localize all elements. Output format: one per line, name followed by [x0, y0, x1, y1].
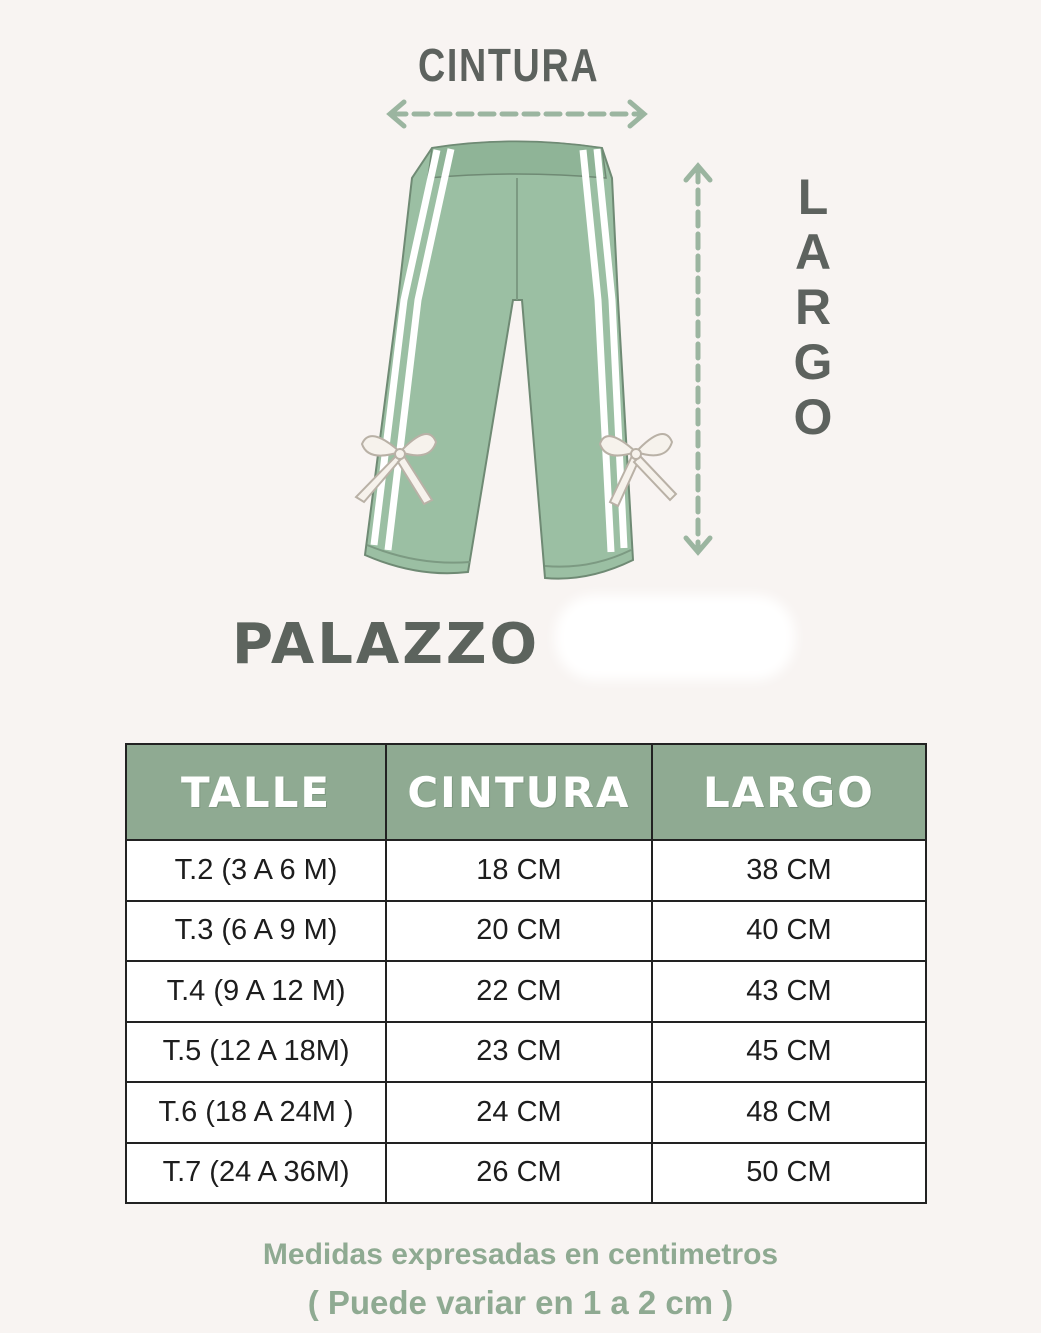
waist-cell: 20 CM [386, 901, 652, 962]
variance-note: ( Puede variar en 1 a 2 cm ) [307, 1284, 734, 1321]
header-cintura: CINTURA [386, 744, 652, 840]
size-cell: T.5 (12 A 18M) [126, 1022, 386, 1083]
length-label-letter: G [793, 334, 833, 390]
table-row [126, 1143, 926, 1204]
pants-diagram [0, 0, 1041, 620]
length-cell: 48 CM [652, 1082, 926, 1143]
length-label-letter: R [794, 279, 832, 335]
size-cell: T.6 (18 A 24M ) [126, 1082, 386, 1143]
table-row [126, 961, 926, 1022]
length-label-letter: L [797, 169, 829, 225]
length-label-letter: O [793, 389, 833, 445]
waist-cell: 23 CM [386, 1022, 652, 1083]
pants-illustration [356, 142, 676, 579]
length-cell: 38 CM [652, 840, 926, 901]
table-row [126, 1082, 926, 1143]
table-header-row [126, 744, 926, 840]
waist-cell: 18 CM [386, 840, 652, 901]
size-table [125, 743, 927, 1204]
size-cell: T.2 (3 A 6 M) [126, 840, 386, 901]
table-row [126, 840, 926, 901]
table-row [126, 1022, 926, 1083]
waist-cell: 22 CM [386, 961, 652, 1022]
size-cell: T.7 (24 A 36M) [126, 1143, 386, 1204]
length-cell: 40 CM [652, 901, 926, 962]
header-largo: LARGO [652, 744, 926, 840]
length-cell: 50 CM [652, 1143, 926, 1204]
size-cell: T.4 (9 A 12 M) [126, 961, 386, 1022]
product-title: PALAZZO [232, 612, 541, 677]
length-cell: 45 CM [652, 1022, 926, 1083]
blurred-logo [555, 595, 795, 680]
measurement-note: Medidas expresadas en centimetros [262, 1238, 779, 1271]
waist-label: CINTURA [418, 39, 600, 91]
size-cell: T.3 (6 A 9 M) [126, 901, 386, 962]
length-arrow [686, 166, 710, 552]
header-talle: TALLE [126, 744, 386, 840]
length-cell: 43 CM [652, 961, 926, 1022]
table-row [126, 901, 926, 962]
length-label-letter: A [794, 224, 832, 280]
waist-cell: 26 CM [386, 1143, 652, 1204]
waist-cell: 24 CM [386, 1082, 652, 1143]
waist-arrow [390, 102, 644, 126]
